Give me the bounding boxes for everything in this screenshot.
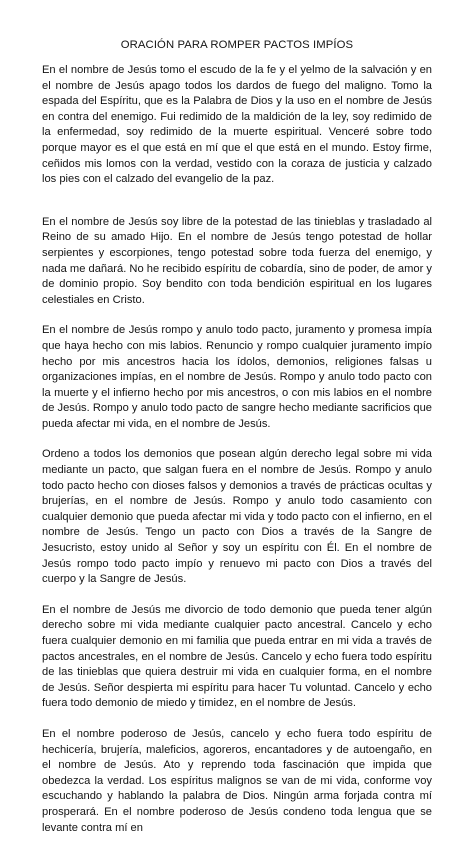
paragraph-freedom-from-darkness: En el nombre de Jesús soy libre de la potestad de las tinieblas y trasladado al Reino de su amado Hijo. En el nombre de Jesús tengo potestad de hollar serpientes y escorpiones, tengo potestad sobre toda fuerza del enemigo, y nada me dañará. No he recibido espíritu de cobardía, sino de poder, de amor y de dominio propio. Soy bendito con toda bendición espiritual en los lugares celestiales en Cristo. [42, 215, 432, 306]
paragraph-break-oaths: En el nombre de Jesús rompo y anulo todo pacto, juramento y promesa impía que haya hecho con mis labios. Renuncio y rompo cualquier juramento impío hecho por mis ancestros hacia los ídolos, demonios, religiones falsas u organizaciones impías, en el nombre de Jesús. Rompo y anulo todo pacto con la muerte y el infierno hecho por mis ancestros, o con mis labios en el nombre de Jesús. Rompo y anulo todo pacto de sangre hecho mediante sacrificios que pueda afectar mi vida, en el nombre de Jesús. [42, 324, 432, 430]
paragraph-cast-out-witchcraft: En el nombre poderoso de Jesús, cancelo y echo fuera todo espíritu de hechicería, brujería, maleficios, agoreros, encantadores y de autoengaño, en el nombre de Jesús. Ato y reprendo toda fascinación que impida que obedezca la verdad. Los espíritus malignos se van de mi vida, conforme voy escuchando y hablando la palabra de Dios. Ningún arma forjada contra mí prosperará. En el nombre poderoso de Jesús condeno toda lengua que se levante contra mí en [42, 727, 432, 834]
paragraph-divorce-ancestral-pacts: En el nombre de Jesús me divorcio de todo demonio que pueda tener algún derecho sobre mi vida mediante cualquier pacto ancestral. Cancelo y echo fuera cualquier demonio en mi familia que pueda entrar en mi vida a través de pactos ancestrales, en el nombre de Jesús. Cancelo y echo fuera todo espíritu de las tinieblas que quiera destruir mi vida en cualquier forma, en el nombre de Jesús. Señor despierta mi espíritu para hacer Tu voluntad. Cancelo y echo fuera todo demonio de miedo y timidez, en el nombre de Jesús. [42, 603, 432, 710]
document-title: ORACIÓN PARA ROMPER PACTOS IMPÍOS [120, 39, 354, 51]
paragraph-armor-of-god: En el nombre de Jesús tomo el escudo de la fe y el yelmo de la salvación y en el nombre de Jesús apago todos los dardos de fuego del maligno. Tomo la espada del Espíritu, que es la Palabra de Dios y la uso en el nombre de Jesús en contra del enemigo. Fui redimido de la maldición de la ley, soy redimido de la enfermedad, soy redimido de la muerte espiritual. Venceré sobre todo porque mayor es el que está en mí que el que está en el mundo. Estoy firme, ceñidos mis lomos con la verdad, vestido con la coraza de justicia y calzado los pies con el calzado del evangelio de la paz. [42, 64, 432, 186]
paragraph-command-demons: Ordeno a todos los demonios que posean algún derecho legal sobre mi vida mediante un pacto, que salgan fuera en el nombre de Jesús. Rompo y anulo todo pacto hecho con dioses falsos y demonios a través de prácticas ocultas y brujerías, en el nombre de Jesús. Rompo y anulo todo casamiento con cualquier demonio que pueda afectar mi vida y todo pacto con el infierno, en el nombre de Jesús. Tengo un pacto con Dios a través de la Sangre de Jesucristo, estoy unido al Señor y soy un espíritu con Él. En el nombre de Jesús rompo todo pacto impío y renuevo mi pacto con Dios a través del cuerpo y la Sangre de Jesús. [42, 448, 432, 586]
document-page [42, 38, 432, 851]
